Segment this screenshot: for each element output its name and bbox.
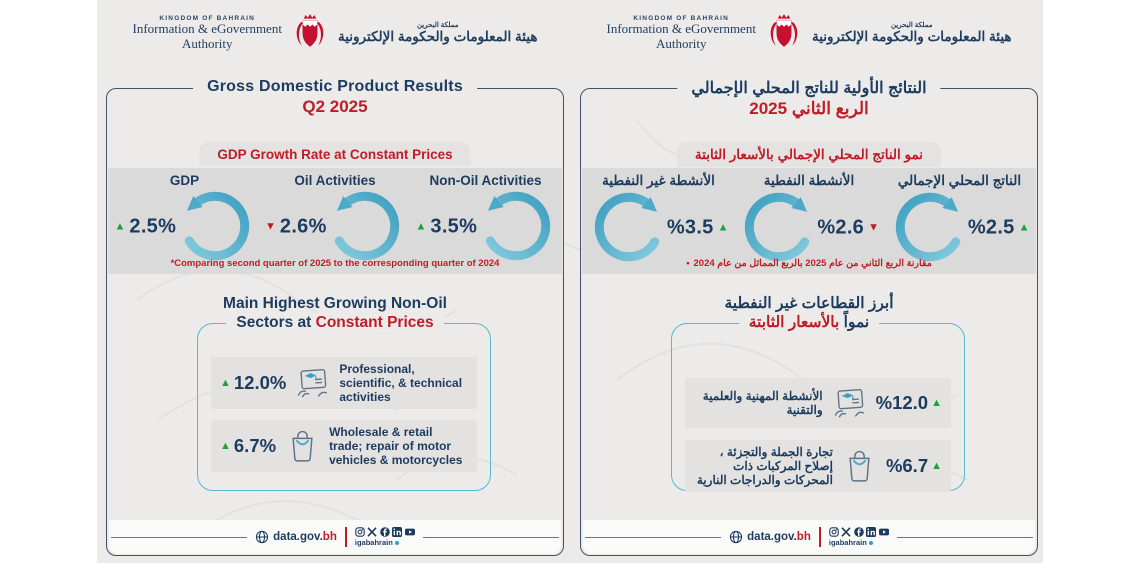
- facebook-icon[interactable]: [854, 527, 864, 537]
- stat-oil: الأنشطة النفطية %2.6 ▼: [735, 173, 883, 266]
- stat-value: %2.6 ▼: [817, 216, 879, 239]
- shopping-bag-icon: [841, 449, 878, 483]
- x-icon[interactable]: [367, 527, 377, 537]
- sectors-section-title: Main Highest Growing Non-Oil Sectors at Constant Prices: [223, 295, 447, 332]
- youtube-icon[interactable]: [879, 527, 889, 537]
- data-gov-link[interactable]: data.gov.bh: [729, 530, 811, 544]
- panel-arabic: [580, 80, 1038, 556]
- comparison-footnote: *Comparing second quarter of 2025 to the corresponding quarter of 2024: [170, 258, 500, 269]
- bottom-margin: [0, 563, 1140, 571]
- tablet-certificate-icon: [294, 366, 331, 400]
- trend-arrow-icon: ▲: [931, 396, 942, 409]
- trend-arrow-icon: ▲: [931, 459, 942, 472]
- stat-value: %3.5 ▲: [666, 216, 729, 239]
- social-block: [355, 527, 415, 547]
- sector-value: ▲ 12.0%: [220, 372, 287, 394]
- sector-value: ▲ 6.7%: [220, 435, 277, 457]
- red-divider: [345, 527, 347, 547]
- stat-value: %2.5 ▲: [967, 216, 1030, 239]
- circular-arrow-icon: [743, 191, 815, 263]
- youtube-icon[interactable]: [405, 527, 415, 537]
- trend-arrow-icon: ▼: [868, 221, 879, 234]
- trend-arrow-icon: ▲: [220, 439, 231, 452]
- footer-divider-line: [423, 537, 559, 538]
- stat-value: ▲ 2.5%: [114, 215, 177, 238]
- stats-row: [582, 168, 1036, 266]
- circular-arrow-icon: [480, 190, 552, 262]
- circular-arrow-icon: [593, 191, 665, 263]
- trend-arrow-icon: ▲: [1018, 221, 1030, 234]
- circular-arrow-icon: [179, 190, 251, 262]
- trend-arrow-icon: ▲: [220, 376, 231, 389]
- sector-row-wholesale: تجارة الجملة والتجزئة ، إصلاح المركبات ذات المحركات والدراجات النارية %6.7 ▲: [685, 440, 951, 492]
- sector-row-professional: الأنشطة المهنية والعلمية والتقنية %12.0 ▲: [685, 378, 951, 428]
- footer-divider-line: [111, 537, 247, 538]
- instagram-icon[interactable]: [355, 527, 365, 537]
- circular-arrow-icon: [329, 190, 401, 262]
- panel-title: [193, 78, 477, 117]
- data-gov-link[interactable]: data.gov.bh: [255, 530, 337, 544]
- stat-value: ▲ 3.5%: [415, 215, 478, 238]
- stat-oil: Oil Activities ▼ 2.6%: [261, 173, 409, 265]
- org-name-english: KINGDOM OF BAHRAIN Information & eGovernment Authority: [606, 15, 756, 51]
- linkedin-icon[interactable]: [392, 527, 402, 537]
- verified-dot-icon: [869, 541, 873, 545]
- panel-title: [677, 78, 940, 119]
- kingdom-label: KINGDOM OF BAHRAIN: [633, 15, 730, 23]
- trend-arrow-icon: ▲: [415, 220, 427, 233]
- trend-arrow-icon: ▲: [114, 220, 126, 233]
- footer-divider-line: [897, 537, 1033, 538]
- sectors-box: [671, 323, 965, 491]
- stats-row: [108, 168, 562, 265]
- sectors-section-title: أبرز القطاعات غير النفطية نمواً بالأسعار الثابتة: [724, 295, 894, 332]
- instagram-icon[interactable]: [829, 527, 839, 537]
- x-icon[interactable]: [841, 527, 851, 537]
- comparison-footnote: • مقارنة الربع الثاني من عام 2025 بالربع المماثل من عام 2024: [686, 258, 932, 269]
- bahrain-emblem-icon: [766, 10, 802, 56]
- social-handle[interactable]: igabahrain: [355, 538, 399, 547]
- sector-value: %12.0 ▲: [875, 392, 942, 413]
- sector-row-wholesale: ▲ 6.7% Wholesale & retail trade; repair of motor vehicles & motorcycles: [211, 420, 477, 472]
- facebook-icon[interactable]: [380, 527, 390, 537]
- growth-section-header: نمو الناتج المحلي الإجمالي بالأسعار الثابتة: [677, 142, 941, 167]
- red-divider: [819, 527, 821, 547]
- gdp-stats-band: [582, 168, 1036, 274]
- org-name-english: KINGDOM OF BAHRAIN Information & eGovernment Authority: [132, 15, 282, 51]
- sector-row-professional: ▲ 12.0% Professional, scientific, & technical activities: [211, 357, 477, 409]
- shopping-bag-icon: [284, 429, 321, 463]
- gdp-results-title: Gross Domestic Product Results: [207, 78, 463, 95]
- stat-non-oil: Non-Oil Activities ▲ 3.5%: [412, 173, 560, 265]
- quarter-label: الربع الثاني 2025: [749, 99, 869, 118]
- panel-footer: [583, 520, 1035, 554]
- trend-arrow-icon: ▲: [717, 221, 729, 234]
- verified-dot-icon: [395, 541, 399, 545]
- bahrain-emblem-icon: [292, 10, 328, 56]
- globe-icon: [729, 530, 743, 544]
- org-name-arabic: مملكة البحرين هيئة المعلومات والحكومة الإلكترونية: [337, 22, 538, 44]
- gdp-stats-band: [108, 168, 562, 274]
- tablet-certificate-icon: [831, 386, 868, 420]
- panel-english: [106, 78, 564, 556]
- stat-non-oil: الأنشطة غير النفطية %3.5 ▲: [585, 173, 733, 266]
- stat-gdp: الناتج المحلي الإجمالي %2.5 ▲: [886, 173, 1034, 266]
- sectors-box: [197, 323, 491, 491]
- gdp-results-title: النتائج الأولية للناتج المحلي الإجمالي: [691, 80, 927, 97]
- trend-arrow-icon: ▼: [265, 220, 276, 233]
- social-block: [829, 527, 889, 547]
- stat-value: ▼ 2.6%: [265, 215, 327, 238]
- circular-arrow-icon: [894, 191, 966, 263]
- org-header-right: [580, 6, 1038, 60]
- social-handle[interactable]: igabahrain: [829, 538, 873, 547]
- linkedin-icon[interactable]: [866, 527, 876, 537]
- growth-section-header: GDP Growth Rate at Constant Prices: [199, 142, 470, 166]
- footer-divider-line: [585, 537, 721, 538]
- sector-value: %6.7 ▲: [885, 455, 942, 477]
- panel-footer: [109, 520, 561, 554]
- kingdom-label: KINGDOM OF BAHRAIN: [159, 15, 256, 23]
- globe-icon: [255, 530, 269, 544]
- org-name-arabic: مملكة البحرين هيئة المعلومات والحكومة الإلكترونية: [811, 22, 1012, 44]
- stat-gdp: GDP ▲ 2.5%: [111, 173, 259, 265]
- org-header-left: [106, 6, 564, 60]
- quarter-label: Q2 2025: [302, 97, 368, 116]
